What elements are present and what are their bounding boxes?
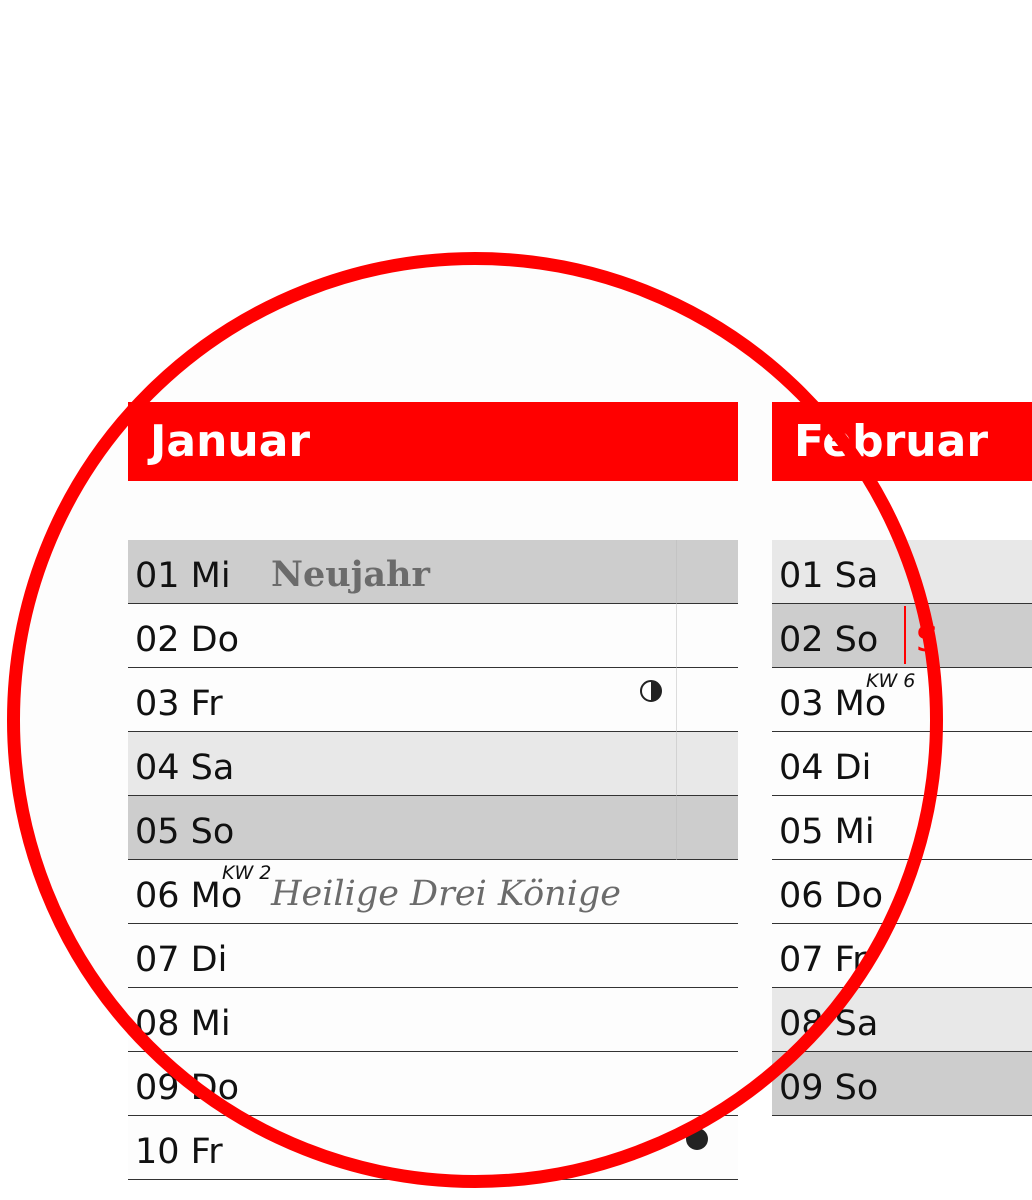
month-title-january: Januar (150, 416, 311, 467)
day-label: 01 Sa (779, 556, 879, 596)
day-row[interactable] (128, 604, 738, 668)
day-label: 04 Di (779, 748, 872, 788)
week-number: KW 2 (222, 862, 272, 884)
day-row[interactable] (772, 796, 1032, 860)
day-label: 09 So (779, 1068, 879, 1108)
day-label: 05 So (135, 812, 235, 852)
day-row[interactable] (128, 732, 738, 796)
day-row[interactable] (772, 988, 1032, 1052)
day-row[interactable] (128, 924, 738, 988)
day-label: 05 Mi (779, 812, 875, 852)
day-label: 01 Mi (135, 556, 231, 596)
day-label: 06 Do (779, 876, 884, 916)
day-label: 07 Fr (779, 940, 867, 980)
day-label: 02 Do (135, 620, 240, 660)
day-row[interactable] (772, 1052, 1032, 1116)
day-row[interactable] (128, 1052, 738, 1116)
week-number: KW 6 (866, 670, 916, 692)
day-row[interactable] (128, 540, 738, 604)
holiday-label: Heilige Drei Könige (271, 874, 622, 914)
day-label: 04 Sa (135, 748, 235, 788)
event-marker (904, 606, 906, 664)
calendar-view (13, 258, 989, 1182)
day-label: 10 Fr (135, 1132, 223, 1172)
january-day-list (128, 540, 738, 1180)
day-label: 08 Sa (779, 1004, 879, 1044)
day-label: 02 So (779, 620, 879, 660)
month-header-february (772, 402, 1032, 481)
event-label: S (916, 620, 939, 660)
day-row[interactable] (128, 860, 738, 924)
day-row[interactable] (772, 860, 1032, 924)
day-row[interactable] (128, 796, 738, 860)
february-day-list (772, 540, 1032, 1116)
full-moon-icon (686, 1128, 708, 1150)
day-row[interactable] (772, 540, 1032, 604)
month-header-january (128, 402, 738, 481)
day-label: 06 Mo (135, 876, 243, 916)
column-divider (676, 540, 677, 860)
day-row[interactable] (772, 604, 1032, 668)
first-quarter-moon-icon (640, 680, 662, 702)
month-title-february: Februar (794, 416, 989, 467)
day-row[interactable] (772, 668, 1032, 732)
day-row[interactable] (128, 988, 738, 1052)
day-label: 07 Di (135, 940, 228, 980)
day-label: 09 Do (135, 1068, 240, 1108)
day-label: 03 Fr (135, 684, 223, 724)
day-label: 03 Mo (779, 684, 887, 724)
day-row[interactable] (772, 924, 1032, 988)
day-label: 08 Mi (135, 1004, 231, 1044)
day-row[interactable] (128, 1116, 738, 1180)
day-row[interactable] (128, 668, 738, 732)
holiday-label: Neujahr (271, 554, 430, 595)
day-row[interactable] (772, 732, 1032, 796)
